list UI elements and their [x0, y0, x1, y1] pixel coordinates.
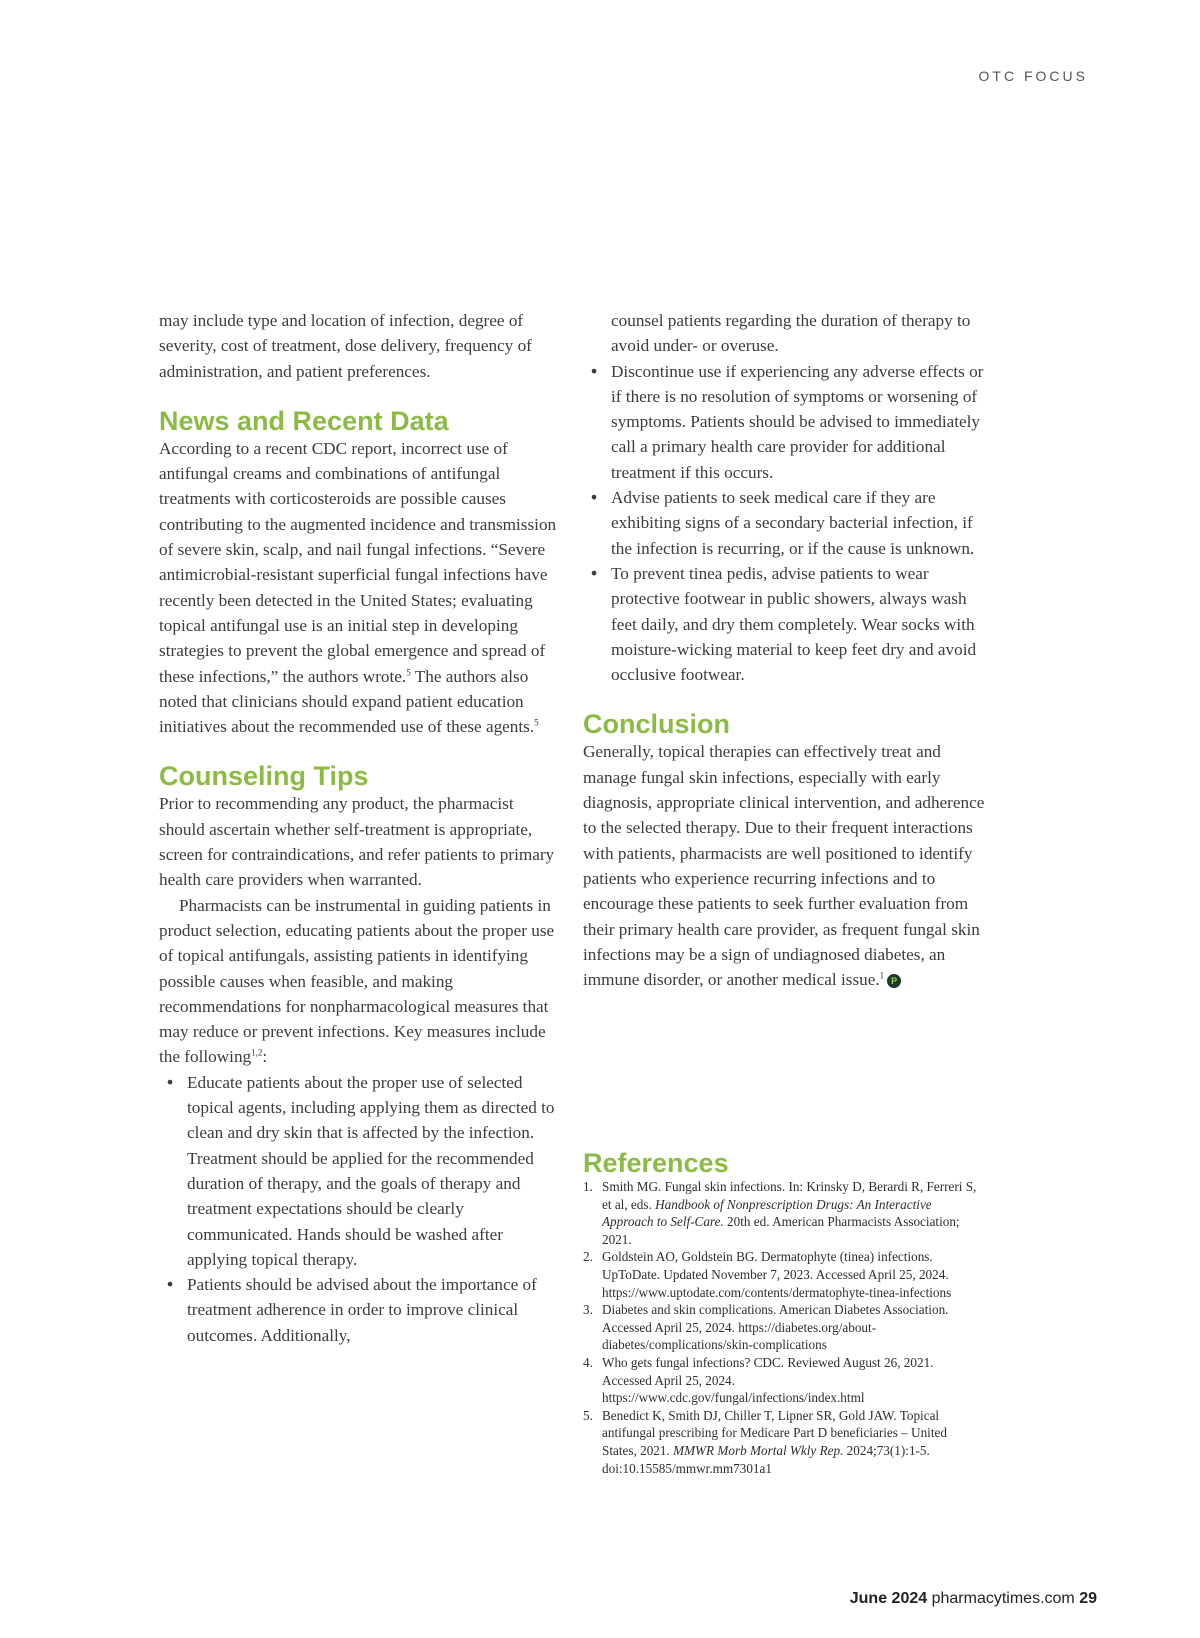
citation-sup: 5 — [534, 717, 539, 728]
counseling-bullets — [159, 1070, 561, 1348]
news-text-2: The authors also noted that clinicians should expand patient education initiatives about the recommended use of these agents. — [159, 666, 535, 737]
page-footer — [850, 1590, 1097, 1608]
reference-text: Goldstein AO, Goldstein BG. Dermatophyte (tinea) infections. UpToDate. Updated November 7, 2023. Accessed April 25, 2024. https://www.uptodate.com/contents/dermatophyte-tinea-infections — [602, 1249, 952, 1300]
counseling-heading: Counseling Tips — [159, 761, 369, 792]
end-mark-icon: P — [887, 974, 901, 988]
reference-number: 4. — [583, 1354, 593, 1370]
conclusion-heading: Conclusion — [583, 709, 730, 740]
reference-item — [583, 1407, 983, 1477]
bullet-item: • Educate patients about the proper use of selected topical agents, including applying them as directed to clean and dry skin that is affected by the infection. Treatment should be applied for the recommended duration of therapy, and the goals of therapy and treatment expectations should be clearly communicated. Hands should be washed after applying topical therapy. — [159, 1070, 561, 1272]
citation-sup: 1,2 — [251, 1047, 263, 1058]
bullet-item: • Patients should be advised about the importance of treatment adherence in order to improve clinical outcomes. Additionally, — [159, 1272, 561, 1348]
left-column — [159, 308, 561, 1348]
references-list — [583, 1178, 983, 1477]
intro-paragraph: may include type and location of infection, degree of severity, cost of treatment, dose delivery, frequency of administration, and patient preferences. — [159, 311, 532, 381]
reference-text: Benedict K, Smith DJ, Chiller T, Lipner SR, Gold JAW. Topical antifungal prescribing for Medicare Part D beneficiaries – United States, 2021. — [602, 1407, 947, 1458]
counseling-text-2: Pharmacists can be instrumental in guiding patients in product selection, educating patients about the proper use of topical antifungals, assisting patients in identifying possible causes when feasible, and making recommendations for nonpharmacological measures that may reduce or prevent infections. Key measures include the following — [159, 895, 555, 1067]
reference-item — [583, 1354, 983, 1407]
bullet-continued-text: counsel patients regarding the duration of therapy to avoid under- or overuse. — [611, 311, 971, 356]
bullet-item: • Discontinue use if experiencing any adverse effects or if there is no resolution of symptoms or worsening of symptoms. Patients should be advised to immediately call a primary health care provider for additional treatment if this occurs. — [583, 359, 993, 485]
reference-number: 1. — [583, 1179, 593, 1194]
citation-sup: 5 — [406, 666, 411, 677]
colon: : — [262, 1047, 268, 1067]
reference-title: MMWR Morb Mortal Wkly Rep. — [673, 1442, 844, 1458]
reference-text-end: 2024;73(1):1-5. doi:10.15585/mmwr.mm7301a1 — [602, 1442, 930, 1476]
citation-sup: 1 — [879, 970, 885, 981]
reference-item — [583, 1248, 983, 1301]
site-name: pharmacytimes.com — [931, 1590, 1075, 1607]
reference-text-end: 20th ed. American Pharmacists Association; 2021. — [602, 1214, 960, 1247]
conclusion-text: Generally, topical therapies can effectively treat and manage fungal skin infections, especially with early diagnosis, appropriate clinical intervention, and adherence to the selected therapy. Due to their frequent interactions with patients, pharmacists are well positioned to identify patients who experience recurring infections and to encourage these patients to seek further evaluation from their primary health care provider, as frequent fungal skin infections may be a sign of undiagnosed diabetes, an immune disorder, or another medical issue. — [583, 742, 985, 990]
reference-number: 3. — [583, 1302, 593, 1318]
right-column — [583, 308, 993, 992]
reference-text: Who gets fungal infections? CDC. Reviewed August 26, 2021. Accessed April 25, 2024. https://www.cdc.gov/fungal/infections/index.html — [602, 1354, 934, 1406]
news-text: According to a recent CDC report, incorrect use of antifungal creams and combinations of antifungal treatments with corticosteroids are possible causes contributing to the augmented incidence and transmission of severe skin, scalp, and nail fungal infections. “Severe antimicrobial-resistant superficial fungal infections have recently been detected in the United States; evaluating topical antifungal use is an initial step in developing strategies to prevent the global emergence and spread of these infections,” the authors wrote. — [159, 438, 557, 686]
conclusion-paragraph — [583, 739, 993, 992]
counseling-paragraph-2 — [159, 893, 561, 1070]
page-number: 29 — [1079, 1590, 1097, 1607]
reference-item — [583, 1301, 983, 1354]
reference-number: 2. — [583, 1249, 593, 1265]
news-paragraph — [159, 436, 561, 740]
counseling-bullets-continued — [583, 308, 993, 687]
reference-number: 5. — [583, 1407, 593, 1423]
reference-text: Smith MG. Fungal skin infections. In: Krinsky D, Berardi R, Ferreri S, et al, eds. — [602, 1179, 977, 1212]
reference-item — [583, 1178, 983, 1248]
section-tag: OTC FOCUS — [978, 68, 1088, 84]
bullet-item: • To prevent tinea pedis, advise patients to wear protective footwear in public showers, always wash feet daily, and dry them completely. Wear socks with moisture-wicking material to keep feet dry and avoid occlusive footwear. — [583, 561, 993, 687]
reference-title: Handbook of Nonprescription Drugs: An Interactive Approach to Self-Care. — [602, 1196, 932, 1230]
bullet-continued — [583, 308, 993, 359]
references-heading: References — [583, 1148, 729, 1178]
issue-date: June 2024 — [849, 1590, 928, 1607]
reference-text: Diabetes and skin complications. American Diabetes Association. Accessed April 25, 2024. https://diabetes.org/about-diabetes/complications/skin-complications — [602, 1302, 949, 1353]
counseling-paragraph-1: Prior to recommending any product, the pharmacist should ascertain whether self-treatment is appropriate, screen for contraindications, and refer patients to primary health care providers when warranted. — [159, 794, 555, 890]
news-heading: News and Recent Data — [159, 405, 449, 436]
bullet-item: • Advise patients to seek medical care if they are exhibiting signs of a secondary bacterial infection, if the infection is recurring, or if the cause is unknown. — [583, 485, 993, 561]
